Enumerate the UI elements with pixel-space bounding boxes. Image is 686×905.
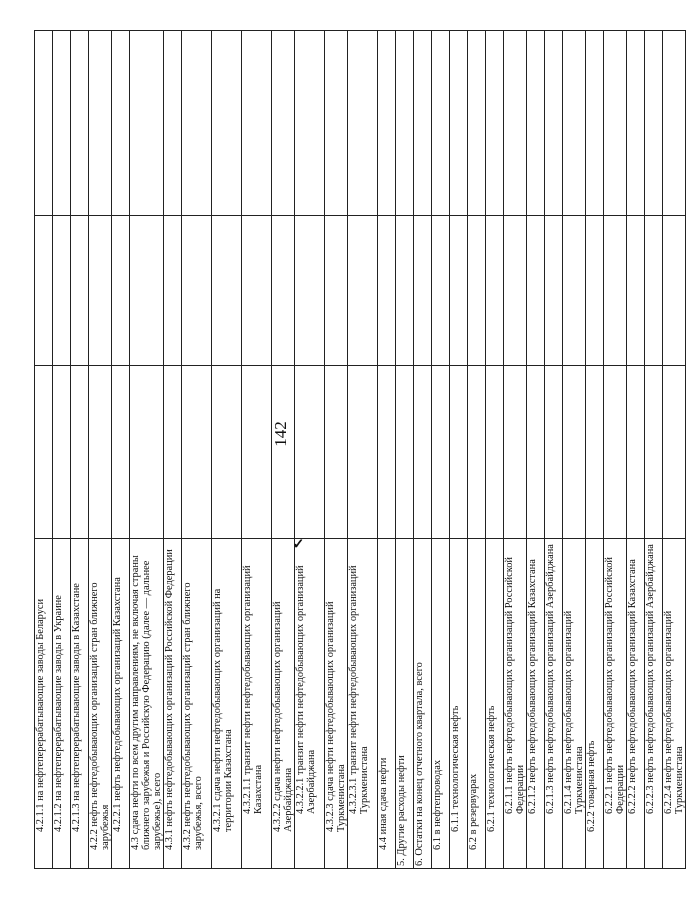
row-label: 6.2.2.1 нефть нефтедобывающих организаций Российской Федерации xyxy=(604,539,627,869)
table-row xyxy=(182,31,212,869)
value-cell xyxy=(325,216,348,366)
row-label: 4.3.2.3.1 транзит нефти нефтедобывающих организаций Туркменистана xyxy=(348,539,378,869)
value-cell xyxy=(295,31,325,216)
value-cell xyxy=(35,366,53,539)
value-cell xyxy=(71,31,89,216)
value-cell xyxy=(468,31,486,216)
row-label: 4.4 иная сдача нефти xyxy=(378,539,396,869)
table-row xyxy=(89,31,112,869)
value-cell xyxy=(545,366,563,539)
value-cell xyxy=(295,216,325,366)
value-cell xyxy=(432,31,450,216)
value-cell xyxy=(71,366,89,539)
value-cell xyxy=(130,366,164,539)
value-cell xyxy=(604,366,627,539)
value-cell xyxy=(164,216,182,366)
value-cell xyxy=(627,366,645,539)
value-cell xyxy=(645,366,663,539)
value-cell xyxy=(586,366,604,539)
row-label: 4.3 сдача нефти по всем другим направлениям, не включая страны ближнего зарубежья и Российскую Федерацию (далее — дальнее зарубежье), всего xyxy=(130,539,164,869)
value-cell xyxy=(71,216,89,366)
value-cell xyxy=(53,216,71,366)
row-label: 6.2.1.4 нефть нефтедобывающих организаций Туркменистана xyxy=(563,539,586,869)
value-cell xyxy=(486,31,504,216)
row-label: 4.3.2.2 сдача нефти нефтедобывающих организаций Азербайджана xyxy=(272,539,295,869)
value-cell xyxy=(527,31,545,216)
value-cell xyxy=(586,31,604,216)
value-cell xyxy=(89,216,112,366)
value-cell xyxy=(182,31,212,216)
table-row xyxy=(545,31,563,869)
value-cell xyxy=(378,31,396,216)
row-label: 4.2.2 нефть нефтедобывающих организаций стран ближнего зарубежья xyxy=(89,539,112,869)
table-row xyxy=(212,31,242,869)
value-cell xyxy=(182,366,212,539)
row-label: 6.2.2 товарная нефть xyxy=(586,539,604,869)
value-cell xyxy=(545,216,563,366)
table-row xyxy=(396,31,414,869)
value-cell xyxy=(212,216,242,366)
value-cell xyxy=(130,31,164,216)
row-label: 6.2.1.3 нефть нефтедобывающих организаций Азербайджана xyxy=(545,539,563,869)
value-cell xyxy=(450,366,468,539)
value-cell xyxy=(414,366,432,539)
table-row xyxy=(486,31,504,869)
value-cell xyxy=(325,31,348,216)
row-label: 6.2.1.1 нефть нефтедобывающих организаций Российской Федерации xyxy=(504,539,527,869)
value-cell xyxy=(242,216,272,366)
value-cell xyxy=(35,31,53,216)
row-label: 4.2.2.1 нефть нефтедобывающих организаций Казахстана xyxy=(112,539,130,869)
value-cell xyxy=(53,31,71,216)
value-cell xyxy=(450,216,468,366)
table-row xyxy=(527,31,545,869)
row-label: 4.3.2.3 сдача нефти нефтедобывающих организаций Туркменистана xyxy=(325,539,348,869)
value-cell xyxy=(130,216,164,366)
table-row xyxy=(272,31,295,869)
table-row xyxy=(645,31,663,869)
table-row xyxy=(53,31,71,869)
value-cell xyxy=(272,366,295,539)
value-cell xyxy=(545,31,563,216)
value-cell xyxy=(182,216,212,366)
value-cell xyxy=(645,31,663,216)
value-cell xyxy=(164,31,182,216)
page-number: 142 xyxy=(270,421,290,447)
value-cell xyxy=(414,216,432,366)
value-cell xyxy=(212,366,242,539)
value-cell xyxy=(112,366,130,539)
table-row xyxy=(348,31,378,869)
table-row xyxy=(504,31,527,869)
value-cell xyxy=(212,31,242,216)
value-cell xyxy=(504,216,527,366)
value-cell xyxy=(35,216,53,366)
value-cell xyxy=(604,216,627,366)
row-label: 6.1.1 технологическая нефть xyxy=(450,539,468,869)
table-row xyxy=(586,31,604,869)
value-cell xyxy=(527,216,545,366)
table-row xyxy=(432,31,450,869)
row-label: 6.1 в нефтепроводах xyxy=(432,539,450,869)
value-cell xyxy=(325,366,348,539)
value-cell xyxy=(89,366,112,539)
table-row xyxy=(468,31,486,869)
table-row xyxy=(71,31,89,869)
table-row xyxy=(295,31,325,869)
row-label: 6.2.2.2 нефть нефтедобывающих организаций Казахстана xyxy=(627,539,645,869)
table-row xyxy=(112,31,130,869)
row-label: 4.2.1.2 на нефтеперерабатывающие заводы в Украине xyxy=(53,539,71,869)
value-cell xyxy=(627,31,645,216)
row-label: 6. Остатки на конец отчетного квартала, всего xyxy=(414,539,432,869)
table-row xyxy=(414,31,432,869)
value-cell xyxy=(663,31,686,216)
table-row xyxy=(35,31,53,869)
row-label: 6.2.1.2 нефть нефтедобывающих организаций Казахстана xyxy=(527,539,545,869)
value-cell xyxy=(396,31,414,216)
table-row xyxy=(378,31,396,869)
value-cell xyxy=(242,31,272,216)
value-cell xyxy=(468,366,486,539)
value-cell xyxy=(272,216,295,366)
check-mark-icon: ✓ xyxy=(292,537,305,553)
value-cell xyxy=(272,31,295,216)
value-cell xyxy=(378,366,396,539)
value-cell xyxy=(563,216,586,366)
value-cell xyxy=(486,216,504,366)
value-cell xyxy=(468,216,486,366)
value-cell xyxy=(627,216,645,366)
value-cell xyxy=(432,366,450,539)
value-cell xyxy=(348,366,378,539)
table-row xyxy=(604,31,627,869)
value-cell xyxy=(663,216,686,366)
table-row xyxy=(242,31,272,869)
value-cell xyxy=(450,31,468,216)
row-label: 6.2.2.3 нефть нефтедобывающих организаций Азербайджана xyxy=(645,539,663,869)
row-label: 6.2.1 технологическая нефть xyxy=(486,539,504,869)
table-row xyxy=(627,31,645,869)
table-row xyxy=(130,31,164,869)
value-cell xyxy=(396,366,414,539)
value-cell xyxy=(112,216,130,366)
table-row xyxy=(663,31,686,869)
value-cell xyxy=(563,31,586,216)
row-label: 6.2 в резервуарах xyxy=(468,539,486,869)
table-row xyxy=(450,31,468,869)
value-cell xyxy=(242,366,272,539)
value-cell xyxy=(486,366,504,539)
row-label: 4.2.1.3 на нефтеперерабатывающие заводы в Казахстане xyxy=(71,539,89,869)
value-cell xyxy=(527,366,545,539)
value-cell xyxy=(663,366,686,539)
value-cell xyxy=(563,366,586,539)
value-cell xyxy=(396,216,414,366)
table-row xyxy=(563,31,586,869)
value-cell xyxy=(586,216,604,366)
report-table-body xyxy=(35,31,686,869)
value-cell xyxy=(348,216,378,366)
table-row xyxy=(325,31,348,869)
value-cell xyxy=(295,366,325,539)
value-cell xyxy=(89,31,112,216)
row-label: 4.3.2.2.1 транзит нефти нефтедобывающих организаций Азербайджана xyxy=(295,539,325,869)
row-label: 6.2.2.4 нефть нефтедобывающих организаций Туркменистана xyxy=(663,539,686,869)
value-cell xyxy=(432,216,450,366)
value-cell xyxy=(378,216,396,366)
row-label: 4.3.2.1.1 транзит нефти нефтедобывающих организаций Казахстана xyxy=(242,539,272,869)
row-label: 4.3.1 нефть нефтедобывающих организаций Российской Федерации xyxy=(164,539,182,869)
row-label: 4.3.2.1 сдача нефти нефтедобывающих организаций на территории Казахстана xyxy=(212,539,242,869)
value-cell xyxy=(53,366,71,539)
rotated-table-container xyxy=(34,31,685,869)
value-cell xyxy=(504,366,527,539)
value-cell xyxy=(414,31,432,216)
table-row xyxy=(164,31,182,869)
report-table xyxy=(34,30,686,869)
value-cell xyxy=(604,31,627,216)
value-cell xyxy=(112,31,130,216)
row-label: 4.2.1.1 на нефтеперерабатывающие заводы Беларуси xyxy=(35,539,53,869)
value-cell xyxy=(504,31,527,216)
value-cell xyxy=(348,31,378,216)
row-label: 5. Другие расходы нефти xyxy=(396,539,414,869)
value-cell xyxy=(645,216,663,366)
row-label: 4.3.2 нефть нефтедобывающих организаций стран ближнего зарубежья, всего xyxy=(182,539,212,869)
value-cell xyxy=(164,366,182,539)
